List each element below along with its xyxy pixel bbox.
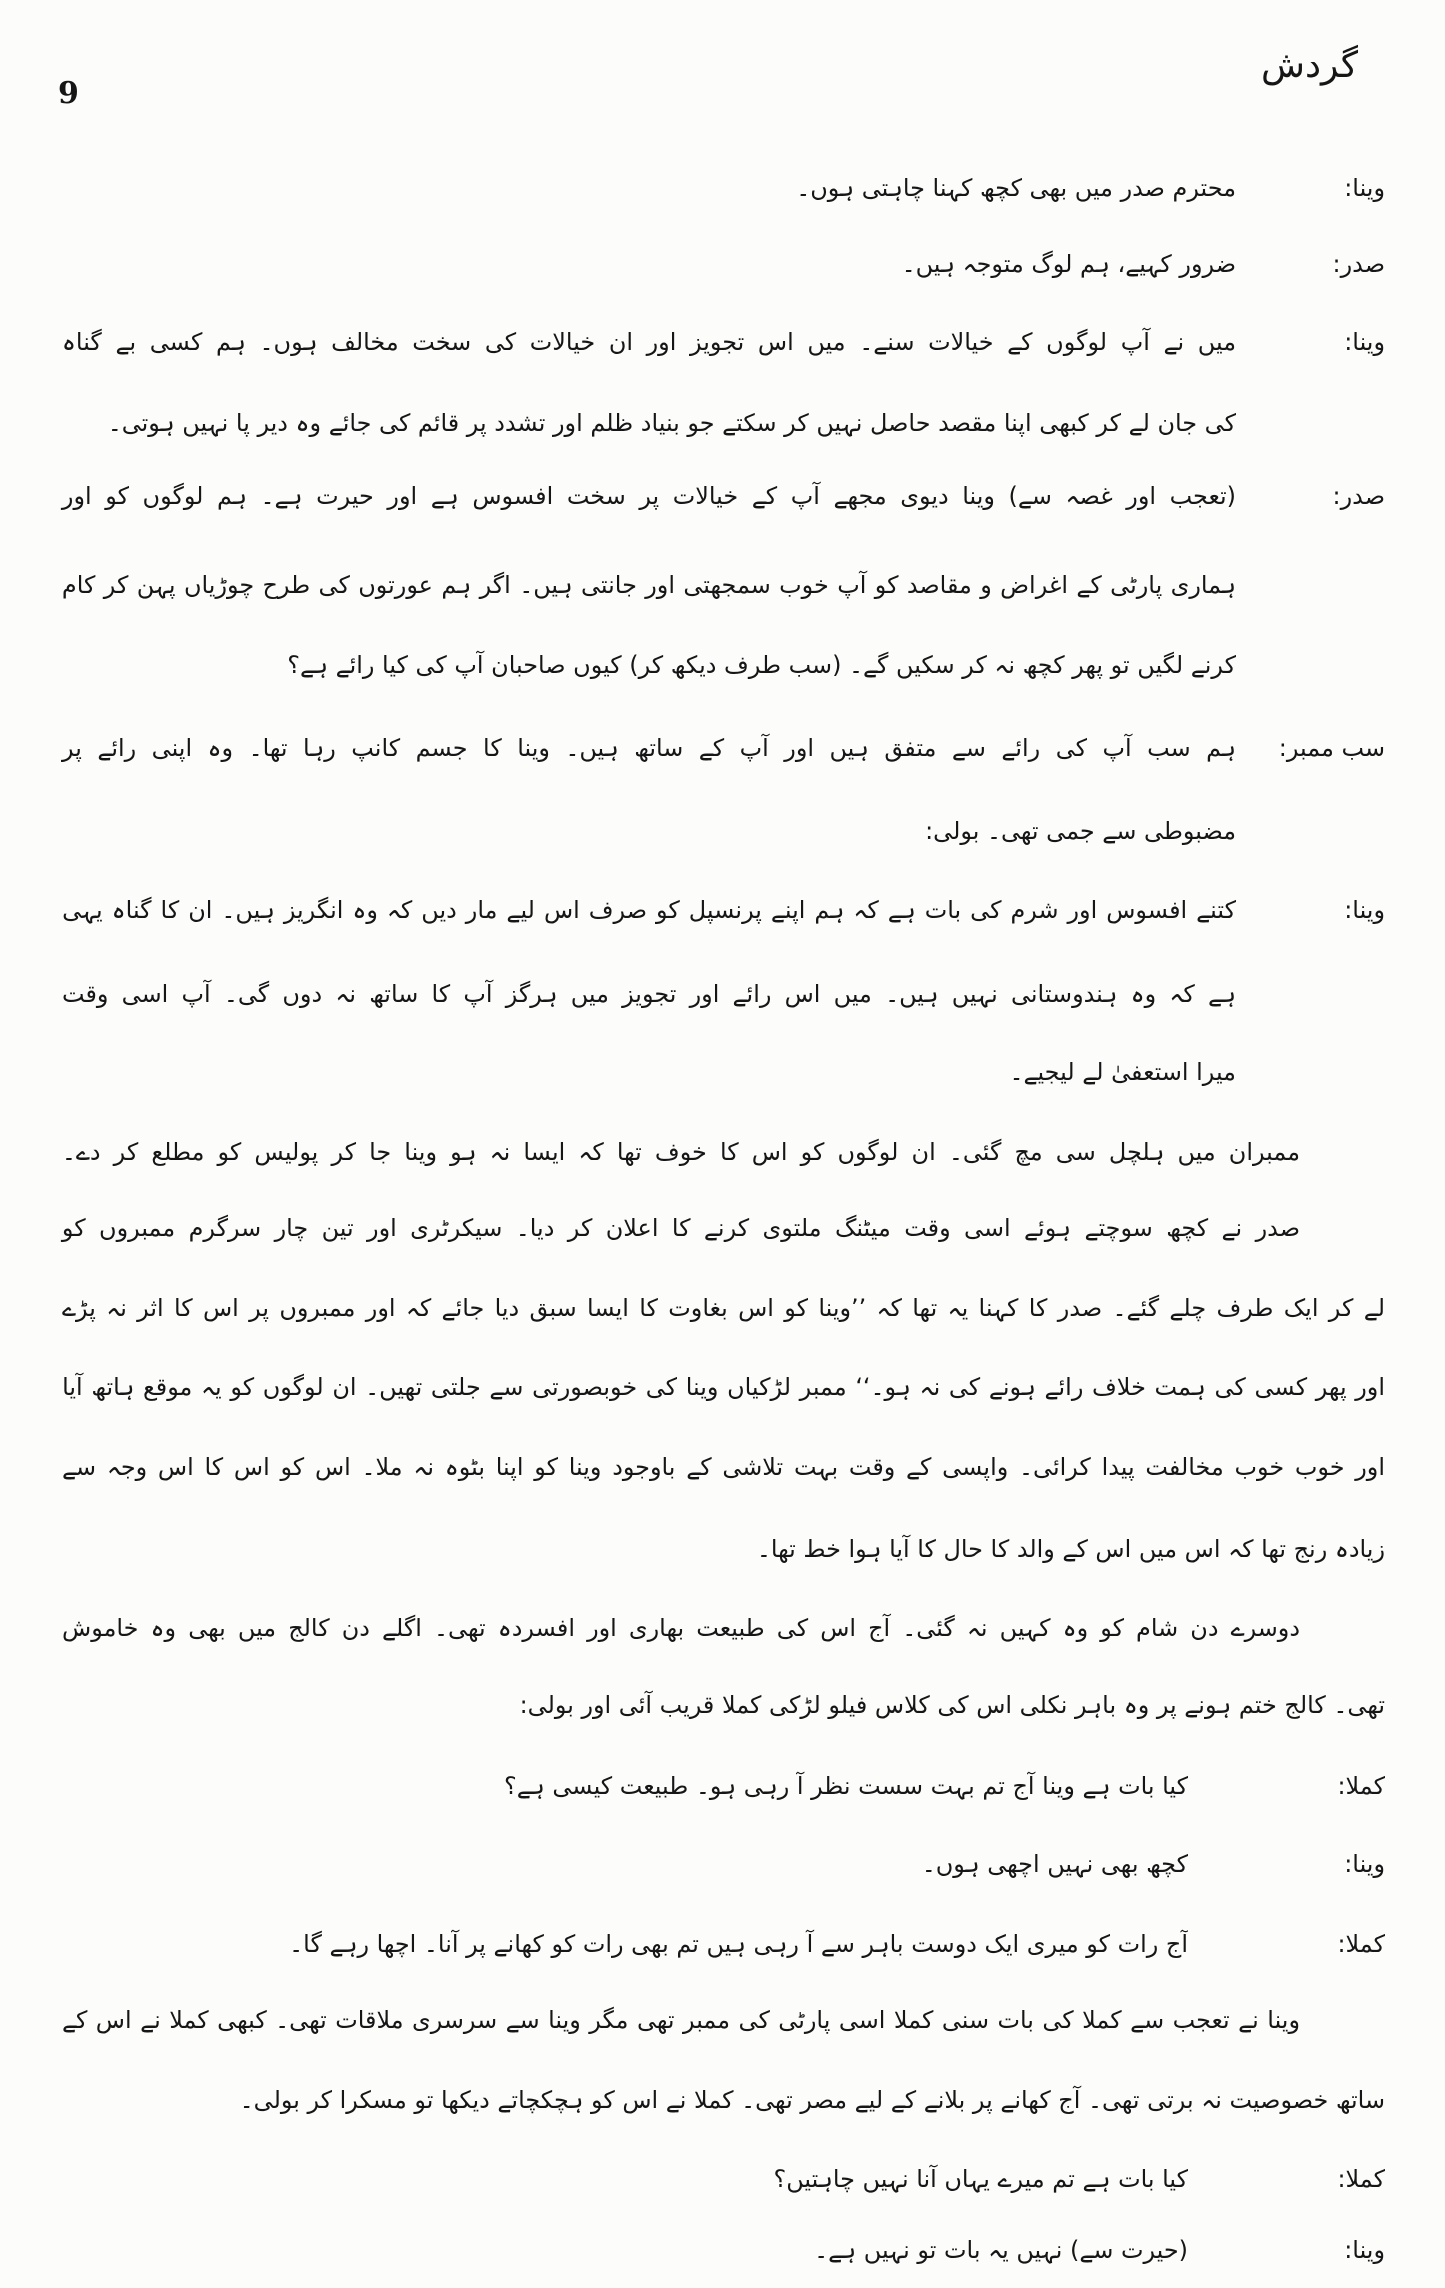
dialogue-line: ہے کہ وہ ہندوستانی نہیں ہیں۔ میں اس رائے اور تجویز میں ہرگز آپ کا ساتھ نہ دوں گی۔ آپ اسی وقت	[62, 980, 1236, 1008]
narration-line: دوسرے دن شام کو وہ کہیں نہ گئی۔ آج اس کی طبیعت بھاری اور افسردہ تھی۔ اگلے دن کالج میں بھی وہ خاموش	[62, 1614, 1300, 1642]
speaker-label: کملا:	[1337, 2165, 1385, 2193]
narration-line: اور پھر کسی کی ہمت خلاف رائے ہونے کی نہ ہو۔‘‘ ممبر لڑکیاں وینا کی خوبصورتی سے جلتی تھیں۔ ان لوگوں کو یہ موقع ہاتھ آیا	[62, 1373, 1385, 1401]
dialogue-line: کیا بات ہے تم میرے یہاں آنا نہیں چاہتیں؟	[773, 2165, 1188, 2193]
dialogue-line: کی جان لے کر کبھی اپنا مقصد حاصل نہیں کر سکتے جو بنیاد ظلم اور تشدد پر قائم کی جائے وہ دیر پا نہیں ہوتی۔	[107, 409, 1236, 437]
speaker-label: وینا:	[1344, 174, 1385, 202]
speaker-label: کملا:	[1337, 1772, 1385, 1800]
dialogue-line: کرنے لگیں تو پھر کچھ نہ کر سکیں گے۔ (سب طرف دیکھ کر) کیوں صاحبان آپ کی کیا رائے ہے؟	[287, 651, 1236, 679]
speaker-label: صدر:	[1332, 250, 1385, 278]
dialogue-line: کچھ بھی نہیں اچھی ہوں۔	[921, 1850, 1188, 1878]
narration-line: ممبران میں ہلچل سی مچ گئی۔ ان لوگوں کو اس کا خوف تھا کہ ایسا نہ ہو وینا جا کر پولیس کو مطلع کر دے۔	[61, 1138, 1300, 1166]
dialogue-line: (تعجب اور غصہ سے) وینا دیوی مجھے آپ کے خیالات پر سخت افسوس ہے اور حیرت ہے۔ ہم لوگوں کو اور	[61, 482, 1236, 510]
dialogue-line: ضرور کہیے، ہم لوگ متوجہ ہیں۔	[901, 250, 1236, 278]
dialogue-line: میرا استعفیٰ لے لیجیے۔	[1009, 1058, 1236, 1086]
narration-line: زیادہ رنج تھا کہ اس میں اس کے والد کا حال کا آیا ہوا خط تھا۔	[756, 1535, 1385, 1563]
speaker-label: کملا:	[1337, 1930, 1385, 1958]
dialogue-line: محترم صدر میں بھی کچھ کہنا چاہتی ہوں۔	[796, 174, 1236, 202]
narration-line: صدر نے کچھ سوچتے ہوئے اسی وقت میٹنگ ملتوی کرنے کا اعلان کر دیا۔ سیکرٹری اور تین چار سرگرم ممبروں کو	[61, 1214, 1300, 1242]
dialogue-line: (حیرت سے) نہیں یہ بات تو نہیں ہے۔	[814, 2236, 1188, 2264]
speaker-label: وینا:	[1344, 328, 1385, 356]
narration-line: لے کر ایک طرف چلے گئے۔ صدر کا کہنا یہ تھا کہ ’’وینا کو اس بغاوت کا ایسا سبق دیا جائے کہ اور ممبروں پر اس کا اثر نہ پڑے	[62, 1294, 1385, 1322]
dialogue-line: آج رات کو میری ایک دوست باہر سے آ رہی ہیں تم بھی رات کو کھانے پر آنا۔ اچھا رہے گا۔	[289, 1930, 1188, 1958]
narration-line: اور خوب خوب مخالفت پیدا کرائی۔ واپسی کے وقت بہت تلاشی کے باوجود وینا کو اپنا بٹوہ نہ ملا۔ اس کو اس کا اس وجہ سے	[62, 1453, 1385, 1481]
speaker-label: وینا:	[1344, 2236, 1385, 2264]
dialogue-line: ہم سب آپ کی رائے سے متفق ہیں اور آپ کے ساتھ ہیں۔ وینا کا جسم کانپ رہا تھا۔ وہ اپنی رائے پر	[62, 734, 1236, 762]
narration-line: ساتھ خصوصیت نہ برتی تھی۔ آج کھانے پر بلانے کے لیے مصر تھی۔ کملا نے اس کو ہچکچاتے دیکھا تو مسکرا کر بولی۔	[239, 2086, 1385, 2114]
page-number: 9	[58, 76, 79, 111]
speaker-label: سب ممبر:	[1278, 734, 1385, 762]
speaker-label: وینا:	[1344, 896, 1385, 924]
dialogue-line: کتنے افسوس اور شرم کی بات ہے کہ ہم اپنے پرنسپل کو صرف اس لیے مار دیں کہ وہ انگریز ہیں۔ ان کا گناہ یہی	[62, 896, 1236, 924]
narration-line: تھی۔ کالج ختم ہونے پر وہ باہر نکلی اس کی کلاس فیلو لڑکی کملا قریب آئی اور بولی:	[519, 1691, 1385, 1719]
dialogue-line: میں نے آپ لوگوں کے خیالات سنے۔ میں اس تجویز اور ان خیالات کی سخت مخالف ہوں۔ ہم کسی بے گناہ	[61, 328, 1236, 356]
narration-line: وینا نے تعجب سے کملا کی بات سنی کملا اسی پارٹی کی ممبر تھی مگر وینا سے سرسری ملاقات تھی۔ کبھی کملا نے اس کے	[61, 2006, 1300, 2034]
speaker-label: وینا:	[1344, 1850, 1385, 1878]
dialogue-line: مضبوطی سے جمی تھی۔ بولی:	[925, 817, 1236, 845]
speaker-label: صدر:	[1332, 482, 1385, 510]
dialogue-line: کیا بات ہے وینا آج تم بہت سست نظر آ رہی ہو۔ طبیعت کیسی ہے؟	[504, 1772, 1188, 1800]
dialogue-line: ہماری پارٹی کے اغراض و مقاصد کو آپ خوب سمجھتی اور جانتی ہیں۔ اگر ہم عورتوں کی طرح چوڑیاں پہن کر کام	[61, 571, 1236, 599]
running-title: گردش	[1261, 45, 1358, 86]
